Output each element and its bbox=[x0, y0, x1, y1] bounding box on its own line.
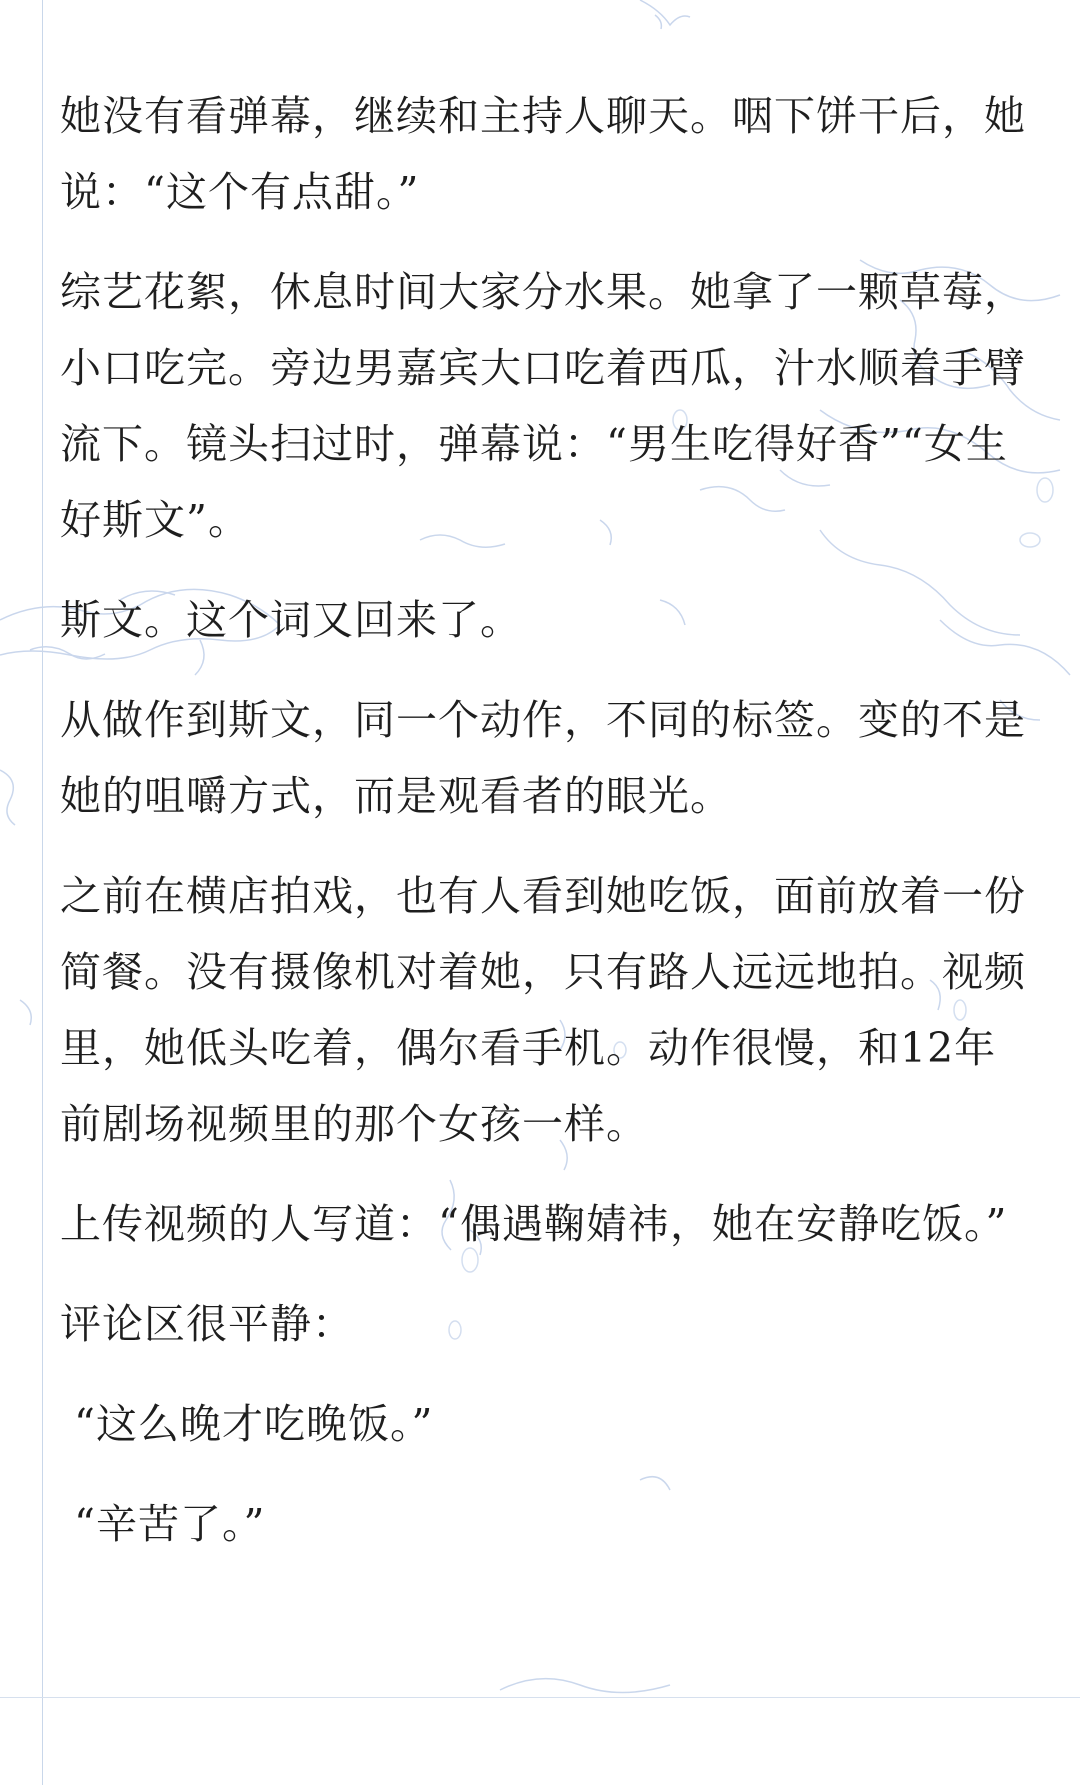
bottom-rule bbox=[0, 1697, 1080, 1698]
paragraph-5: 之前在横店拍戏，也有人看到她吃饭，面前放着一份简餐。没有摄像机对着她，只有路人远远地拍。视频里，她低头吃着，偶尔看手机。动作很慢，和12年前剧场视频里的那个女孩一样。 bbox=[60, 872, 1026, 1148]
comment-quote-1: “这么晚才吃晚饭。” bbox=[74, 1400, 434, 1448]
article-body bbox=[60, 78, 1030, 1562]
paragraph-3: 斯文。这个词又回来了。 bbox=[60, 596, 522, 644]
comment-quote-2: “辛苦了。” bbox=[74, 1500, 266, 1548]
margin-line bbox=[42, 0, 43, 1785]
paragraph-4: 从做作到斯文，同一个动作，不同的标签。变的不是她的咀嚼方式，而是观看者的眼光。 bbox=[60, 696, 1026, 820]
paragraph-2: 综艺花絮，休息时间大家分水果。她拿了一颗草莓，小口吃完。旁边男嘉宾大口吃着西瓜，汁水顺着手臂流下。镜头扫过时，弹幕说：“男生吃得好香”“女生好斯文”。 bbox=[60, 268, 1026, 544]
paragraph-6: 上传视频的人写道：“偶遇鞠婧祎，她在安静吃饭。” bbox=[60, 1200, 1008, 1248]
paragraph-1: 她没有看弹幕，继续和主持人聊天。咽下饼干后，她说：“这个有点甜。” bbox=[60, 92, 1026, 216]
paragraph-7: 评论区很平静： bbox=[60, 1300, 354, 1348]
